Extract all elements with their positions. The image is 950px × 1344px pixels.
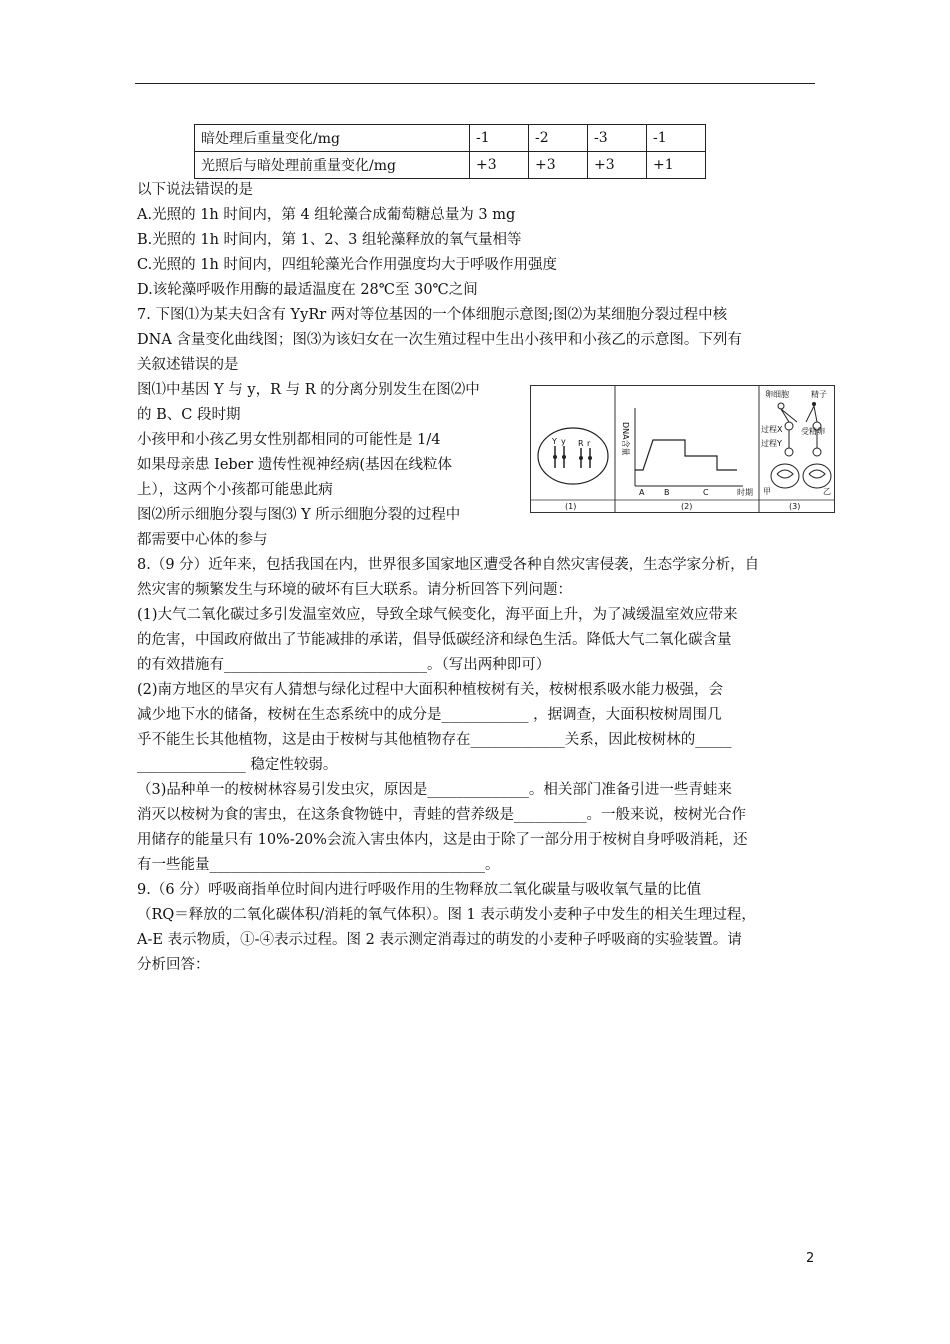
q6-option-a: A.光照的 1h 时间内，第 4 组轮藻合成葡萄糖总量为 3 mg [137,207,516,223]
diagram-label: 过程Y [761,439,782,448]
diagram-label: 卵细胞 [765,390,789,399]
q8-line: 有一些能量______________________________________。 [137,857,500,873]
q8-line: 消灭以桉树为食的害虫，在这条食物链中，青蛙的营养级是__________。一般来说，桉树光合作 [137,807,746,823]
gene-label: Y [552,437,557,446]
q8-line: _______________ 稳定性较弱。 [137,757,338,773]
figure-caption: (3) [789,502,801,511]
q9-line: A-E 表示物质，①-④表示过程。图 2 表示测定消毒过的萌发的小麦种子呼吸商的实验装置。请 [137,932,742,948]
q7-line: DNA 含量变化曲线图；图⑶为该妇女在一次生殖过程中生出小孩甲和小孩乙的示意图。下列有 [137,332,742,348]
table-cell: -3 [588,125,647,152]
tick-label: B [664,488,670,497]
q8-line: 8.（9 分）近年来，包括我国在内，世界很多国家地区遭受各种自然灾害侵袭，生态学家分析，自 [137,557,760,573]
table-cell: +1 [647,152,706,179]
diagram-label: 甲 [763,487,771,496]
q7-line: 7. 下图⑴为某夫妇含有 YyRr 两对等位基因的一个体细胞示意图;图⑵为某细胞分裂过程中核 [137,307,728,323]
q9-line: 分析回答： [137,957,210,973]
q7-figure-svg [531,386,834,512]
axis-label: DNA含量 [621,422,630,456]
q6-stem: 以下说法错误的是 [137,182,253,198]
table-cell: 暗处理后重量变化/mg [195,125,470,152]
diagram-label: 精子 [811,390,827,399]
q6-option-c: C.光照的 1h 时间内，四组轮藻光合作用强度均大于呼吸作用强度 [137,257,557,273]
table-row [195,125,706,152]
cell-outline [538,428,608,484]
page-number: 2 [806,1251,815,1266]
q8-line: 乎不能生长其他植物，这是由于桉树与其他植物存在_____________关系，因此桉树林的_____ [137,732,732,748]
q6-option-d: D.该轮藻呼吸作用酶的最适温度在 28℃至 30℃之间 [137,282,478,298]
gene-label: y [561,437,566,446]
q7-option: 上），这两个小孩都可能患此病 [137,482,333,498]
q7-option: 都需要中心体的参与 [137,532,268,548]
tick-label: A [639,488,645,497]
q8-line: 的危害，中国政府做出了节能减排的承诺，倡导低碳经济和绿色生活。降低大气二氧化碳含量 [137,632,732,648]
q7-option: 图⑴中基因 Y 与 y，R 与 R 的分离分别发生在图⑵中 [137,382,480,398]
table-cell: -2 [529,125,588,152]
q8-line: (1)大气二氧化碳过多引发温室效应，导致全球气候变化，海平面上升，为了减缓温室效应带来 [137,607,738,623]
header-rule [135,83,815,84]
figure-caption: (2) [681,502,693,511]
q7-figure [530,385,835,513]
gene-label: R [578,439,584,448]
q8-line: （3)品种单一的桉树林容易引发虫灾，原因是______________。相关部门准备引进一些青蛙来 [137,782,732,798]
q8-line: 减少地下水的储备，桉树在生态系统中的成分是____________ ，据调查，大面积桉树周围几 [137,707,722,723]
q7-option: 的 B、C 段时期 [137,407,241,423]
table-cell: +3 [529,152,588,179]
table-row [195,152,706,179]
q6-option-b: B.光照的 1h 时间内，第 1、2、3 组轮藻释放的氧气量相等 [137,232,522,248]
tick-label: C [703,488,709,497]
table-cell: 光照后与暗处理前重量变化/mg [195,152,470,179]
q8-line: (2)南方地区的旱灾有人猜想与绿化过程中大面积种植桉树有关，桉树根系吸水能力极强，会 [137,682,724,698]
weight-change-table [194,124,706,179]
q8-line: 的有效措施有____________________________。（写出两种即可） [137,657,551,673]
q7-line: 关叙述错误的是 [137,357,239,373]
diagram-label: 受精卵 [801,427,825,436]
q8-line: 用储存的能量只有 10%-20%会流入害虫体内，这是由于除了一部分用于桉树自身呼吸消耗，还 [137,832,748,848]
table-cell: -1 [647,125,706,152]
q7-option: 如果母亲患 Ieber 遗传性视神经病(基因在线粒体 [137,457,452,473]
gene-label: r [587,439,591,448]
q7-option: 小孩甲和小孩乙男女性别都相同的可能性是 1/4 [137,432,441,448]
diagram-label: 乙 [823,487,831,496]
table-cell: +3 [470,152,529,179]
table-cell: +3 [588,152,647,179]
q7-option: 图⑵所示细胞分裂与图⑶ Y 所示细胞分裂的过程中 [137,507,461,523]
figure-caption: (1) [565,502,577,511]
axis-label: 时期 [737,488,753,497]
q8-line: 然灾害的频繁发生与环境的破坏有巨大联系。请分析回答下列问题： [137,582,572,598]
table-cell: -1 [470,125,529,152]
q9-line: （RQ＝释放的二氧化碳体积/消耗的氧气体积）。图 1 表示萌发小麦种子中发生的相关生理过程， [137,907,756,923]
q9-line: 9.（6 分）呼吸商指单位时间内进行呼吸作用的生物释放二氧化碳量与吸收氧气量的比值 [137,882,702,898]
diagram-label: 过程X [761,425,783,434]
